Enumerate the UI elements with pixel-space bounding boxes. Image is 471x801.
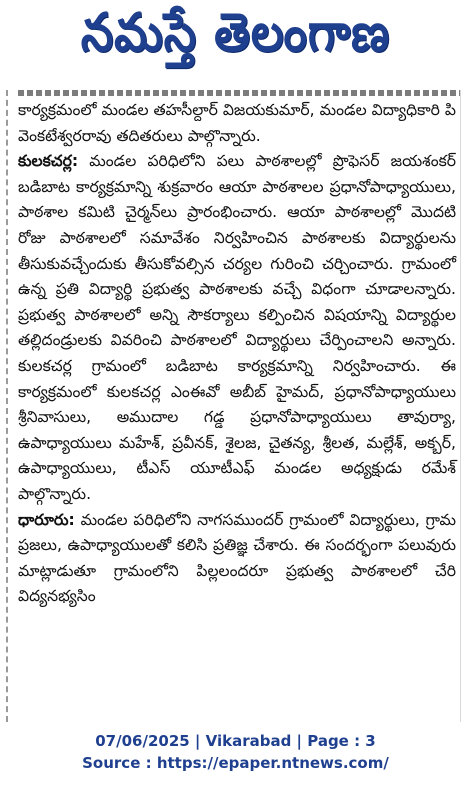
kulakacharla-dateline: కులకచర్ల:	[18, 152, 79, 171]
article-clipping	[6, 90, 461, 722]
newspaper-logo: నమస్తే తెలంగాణ	[80, 1, 391, 64]
clipping-footer	[0, 730, 471, 774]
article-dharur-paragraph	[18, 508, 456, 610]
masthead	[0, 0, 471, 78]
intro-text: కార్యక్రమంలో మండల తహసీల్దార్ విజయకుమార్, మండల విద్యాధికారి పి వెంకటేశ్వరరావు తదితరులు పాల్గొన్నారు.	[18, 101, 456, 145]
cut-edge-text-fragment	[18, 90, 460, 96]
dharur-text: మండల పరిధిలోని నాగసముందర్ గ్రామంలో విద్యార్థులు, గ్రామ ప్రజలు, ఉపాధ్యాయులతో కలిసి ప్రతిజ్ఞ చేశారు. ఈ సందర్భంగా పలువురు మాట్లాడుతూ గ్రామంలోని పిల్లలందరూ ప్రభుత్వ పాఠశాలలో చేరి విద్యనభ్యసిం	[18, 510, 456, 606]
source-link[interactable]: Source : https://epaper.ntnews.com/	[82, 754, 389, 772]
kulakacharla-text: మండల పరిధిలోని పలు పాఠశాలల్లో ప్రొఫెసర్ జయశంకర్ బడిబాట కార్యక్రమాన్ని శుక్రవారం ఆయా పాఠశాలల ప్రధానోపాధ్యాయులు, పాఠశాల కమిటి చైర్మన్‌లు ప్రారంభించారు. ఆయా పాఠశాలల్లో మొదటి రోజు పాఠశాలలో సమావేశం నిర్వహించిన పాఠశాలకు విద్యార్థులను తీసుకువచ్చేందుకు తీసుకోవల్సిన చర్యల గురించి చర్చించారు. గ్రామంలో ఉన్న ప్రతి విద్యార్థి ప్రభుత్వ పాఠశాలకు వచ్చే విధంగా చూడాలన్నారు. ప్రభుత్వ పాఠశాలలో అన్ని సౌకర్యాలు కల్పించిన విషయాన్ని విద్యార్థుల తల్లిదండ్రులకు వివరించి పాఠశాలలో విద్యార్థులు చేర్పించాలని అన్నారు. కులకచర్ల గ్రామంలో బడిబాట కార్యక్రమాన్ని నిర్వహించారు. ఈ కార్యక్రమంలో కులకచర్ల ఎంఈవో అబీబ్ హైమద్, ప్రధానోపాధ్యాయులు శ్రీనివాసులు, అముదాల గడ్డ ప్రధానోపాధ్యాయులు తావుర్యా, ఉపాధ్యాయులు మహేశ్, ప్రవీనక్, శైలజ, చైతన్య, శ్రీలత, మల్లేశ్, అక్బర్, ఉపాధ్యాయులు, టీఎస్ యూటీఎఫ్ మండల అధ్యక్షుడు రమేశ్ పాల్గొన్నారు.	[18, 152, 456, 503]
article-intro-paragraph	[18, 98, 456, 149]
dharur-dateline: ధారూరు:	[18, 510, 75, 529]
article-kulakacharla-paragraph	[18, 149, 456, 507]
edition-info: 07/06/2025 | Vikarabad | Page : 3	[95, 732, 376, 750]
